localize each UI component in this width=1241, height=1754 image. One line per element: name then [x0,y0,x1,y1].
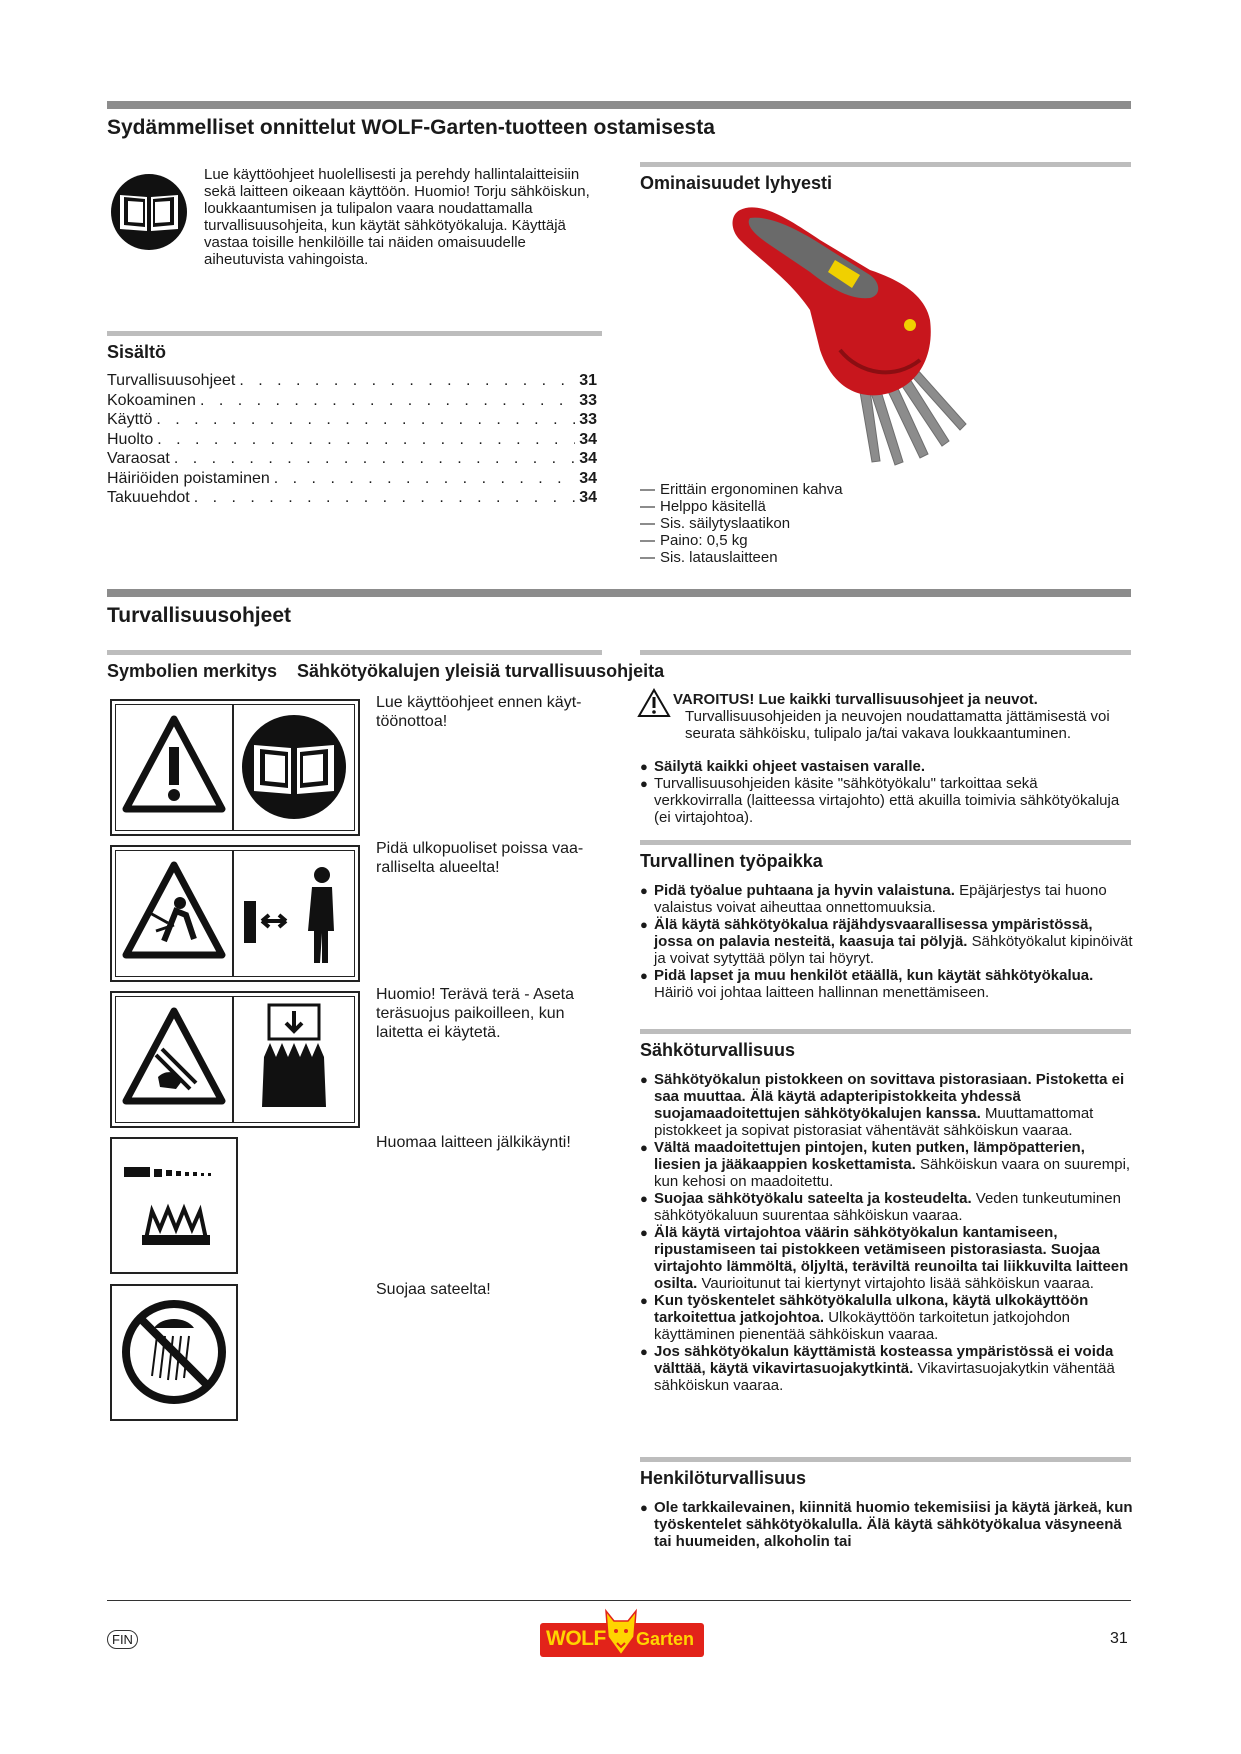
symbol-text: Huomaa laitteen jälkikäynti! [376,1134,571,1151]
toc-page: 34 [579,450,597,467]
page-number: 31 [1110,1630,1128,1647]
toc-page: 33 [579,391,597,409]
electrical-title: Sähköturvallisuus [640,1040,796,1060]
language-badge: FIN [107,1630,138,1649]
item-text: Epäjärjestys tai huono valaistus voivat aiheuttaa onnettomuuksia. [654,882,1107,916]
toc-row[interactable] [107,371,597,391]
list-item [640,1139,1135,1190]
wolf-head-icon [604,1607,638,1657]
warning-block [673,691,1133,742]
list-item [640,882,1135,916]
symbol-text: Lue käyttöohjeet ennen käyt-töönottoa! [376,694,582,730]
electrical-list [640,1071,1135,1394]
list-item: — Sis. säilytyslaatikon [640,515,1110,532]
toc-row[interactable] [107,391,597,411]
list-item: — Sis. latauslaitteen [640,549,1110,566]
item-bold: Ole tarkkailevainen, kiinnitä huomio tekemisiisi ja käytä järkeä, kun työskentelet sähkötyökalulla. Älä käytä sähkötyökalua väsyneenä tai huumeiden, alkoholin tai [654,1499,1133,1550]
symbols-title-text: Symbolien merkitys [107,661,278,681]
personal-list [640,1499,1135,1550]
no-rain-icon [110,1284,238,1421]
toc-page: 31 [579,372,597,389]
blade-rundown-icon [110,1137,238,1274]
toc-title: Sisältö [107,342,167,362]
item-bold: Vältä maadoitettujen pintojen, kuten putken, lämpöpatterien, liesien ja jääkaappien koskettamista. [654,1139,1085,1173]
personal-rule [640,1457,1131,1462]
toc-row[interactable] [107,449,597,469]
warning-list [640,758,1130,826]
toc-page: 34 [579,489,597,506]
logo-wolf: WOLF [546,1627,606,1650]
toc-label: Kokoaminen [107,391,196,409]
workplace-title: Turvallinen työpaikka [640,851,823,871]
toc-row[interactable] [107,430,597,450]
item-bold: Kun työskentelet sähkötyökalulla ulkona, käytä ulkokäyttöön tarkoitettua jatkojohtoa. [654,1292,1089,1326]
item-bold: Sähkötyökalun pistokkeen on sovittava pistorasiaan. Pistoketta ei saa muuttaa. Älä käytä adapteripistokkeita yhdessä suojamaadoitettujen sähkötyökalujen kanssa. [654,1071,1125,1122]
list-item [640,1071,1135,1139]
hedge-shear-product-image [720,200,1020,470]
header-rule [107,101,1131,109]
list-item [640,1499,1135,1550]
intro-text: Lue käyttöohjeet huolellisesti ja perehdy hallintalaitteisiin sekä laitteen oikeaan käyttöön. Huomio! Torju sähköiskun, loukkaantumisen ja tulipalon vaara noudattamalla turvallisuusohjeita, kun käytät sähkötyökaluja. Käyttäjä vastaa toisille henkilöille tai näiden omaisuudelle aiheutuvista vahingoista. [204,166,590,268]
toc-row[interactable] [107,410,597,430]
footer-rule [107,1600,1131,1601]
safety-title: Turvallisuusohjeet [107,604,291,627]
toc-row[interactable] [107,488,597,508]
item-bold: Säilytä kaikki ohjeet vastaisen varalle. [654,758,925,775]
warning-read-manual-icon [110,699,360,836]
item-bold: Pidä työalue puhtaana ja hyvin valaistuna. [654,882,955,899]
list-item [640,1190,1135,1224]
toc-label: Varaosat [107,450,170,467]
item-text: Ulkokäyttöön tarkoitetun jatkojohdon käyttäminen pienentää sähköiskun vaaraa. [654,1309,1071,1343]
item-text: Vaurioitunut tai kiertynyt virtajohto lisää sähköiskun vaaraa. [697,1275,1094,1292]
logo-garten: Garten [636,1629,695,1649]
page-title: Sydämmelliset onnittelut WOLF-Garten-tuotteen ostamisesta [107,116,715,139]
toc-label: Turvallisuusohjeet [107,372,236,389]
features-rule [640,162,1131,167]
toc-page: 34 [579,469,597,487]
toc-page: 33 [579,411,597,428]
item-text: Turvallisuusohjeiden käsite "sähkötyökalu" tarkoittaa sekä verkkovirralla (laitteessa virtajohto) että akuilla toimivia sähkötyökaluja (ei virtajohtoa). [654,775,1120,826]
symbols-title [107,661,277,682]
toc-row[interactable] [107,469,597,489]
item-text: Sähkötyökalut kipinöivät ja voivat sytyttää pölyn tai höyryt. [654,933,1133,967]
sharp-blade-icon [110,991,360,1128]
toc-label: Käyttö [107,411,153,428]
list-item [640,775,1130,826]
item-text: Veden tunkeutuminen sähkötyökaluun suurentaa sähköiskun vaaraa. [654,1190,1121,1224]
book-icon [110,173,188,251]
features-title: Ominaisuudet lyhyesti [640,173,833,193]
general-title: Sähkötyökalujen yleisiä turvallisuusohjeita [297,661,665,681]
list-item [640,916,1135,967]
warning-text: Turvallisuusohjeiden ja neuvojen noudattamatta jättämisestä voi seurata sähköisku, tulipalo ja/tai vakava loukkaantuminen. [685,708,1110,742]
item-text: Häiriö voi johtaa laitteen hallinnan menettämiseen. [654,984,990,1001]
item-text: Sähköiskun vaara on suurempi, kun kehosi on maadoitettu. [654,1156,1131,1190]
safety-rule [107,589,1131,597]
toc-page: 34 [579,430,597,448]
symbols-rule [107,650,602,655]
electrical-rule [640,1029,1131,1034]
symbol-text: Huomio! Terävä terä - Aseta teräsuojus paikoilleen, kun laitetta ei käytetä. [376,986,575,1041]
list-item: — Paino: 0,5 kg [640,532,1110,549]
list-item [640,1292,1135,1343]
toc-list [107,371,597,508]
item-bold: Suojaa sähkötyökalu sateelta ja kosteudelta. [654,1190,972,1207]
list-item [640,967,1135,1001]
list-item: — Erittäin ergonominen kahva [640,481,1110,498]
item-bold: Älä käytä virtajohtoa väärin sähkötyökalun kantamiseen, ripustamiseen tai pistokkeen vetämiseen pistorasiasta. Suojaa virtajohto lämmöltä, öljyltä, teräviltä reunoilta tai liikkuvilta laitteen osilta. [654,1224,1129,1292]
symbol-text: Pidä ulkopuoliset poissa vaa-ralliselta alueelta! [376,840,584,876]
list-item [640,1343,1135,1394]
features-list [640,481,1110,566]
symbol-text: Suojaa sateelta! [376,1281,491,1298]
toc-rule [107,331,602,336]
workplace-list [640,882,1135,1001]
personal-title: Henkilöturvallisuus [640,1468,807,1488]
general-rule [640,650,1131,655]
item-text: Vikavirtasuojakytkin vähentää sähköiskun vaaraa. [654,1360,1115,1394]
warning-heading: VAROITUS! Lue kaikki turvallisuusohjeet ja neuvot. [673,691,1038,708]
item-bold: Jos sähkötyökalun käyttämistä kosteassa ympäristössä ei voida välttää, käytä vikavirtasuojakytkintä. [654,1343,1114,1377]
keep-distance-icon [110,845,360,982]
item-text: Muuttamattomat pistokkeet ja sopivat pistorasiat vähentävät sähköiskun vaaraa. [654,1105,1094,1139]
item-bold: Pidä lapset ja muu henkilöt etäällä, kun käytät sähkötyökalua. [654,967,1094,984]
workplace-rule [640,840,1131,845]
toc-label: Takuuehdot [107,489,190,506]
wolf-garten-logo [540,1607,704,1661]
list-item [640,1224,1135,1292]
item-bold: Älä käytä sähkötyökalua räjähdysvaarallisessa ympäristössä, jossa on palavia nesteitä, kaasuja tai pölyjä. [654,916,1093,950]
warning-triangle-icon [637,688,671,718]
toc-label: Häiriöiden poistaminen [107,469,270,487]
list-item [640,758,1130,775]
toc-label: Huolto [107,430,154,448]
list-item: — Helppo käsitellä [640,498,1110,515]
